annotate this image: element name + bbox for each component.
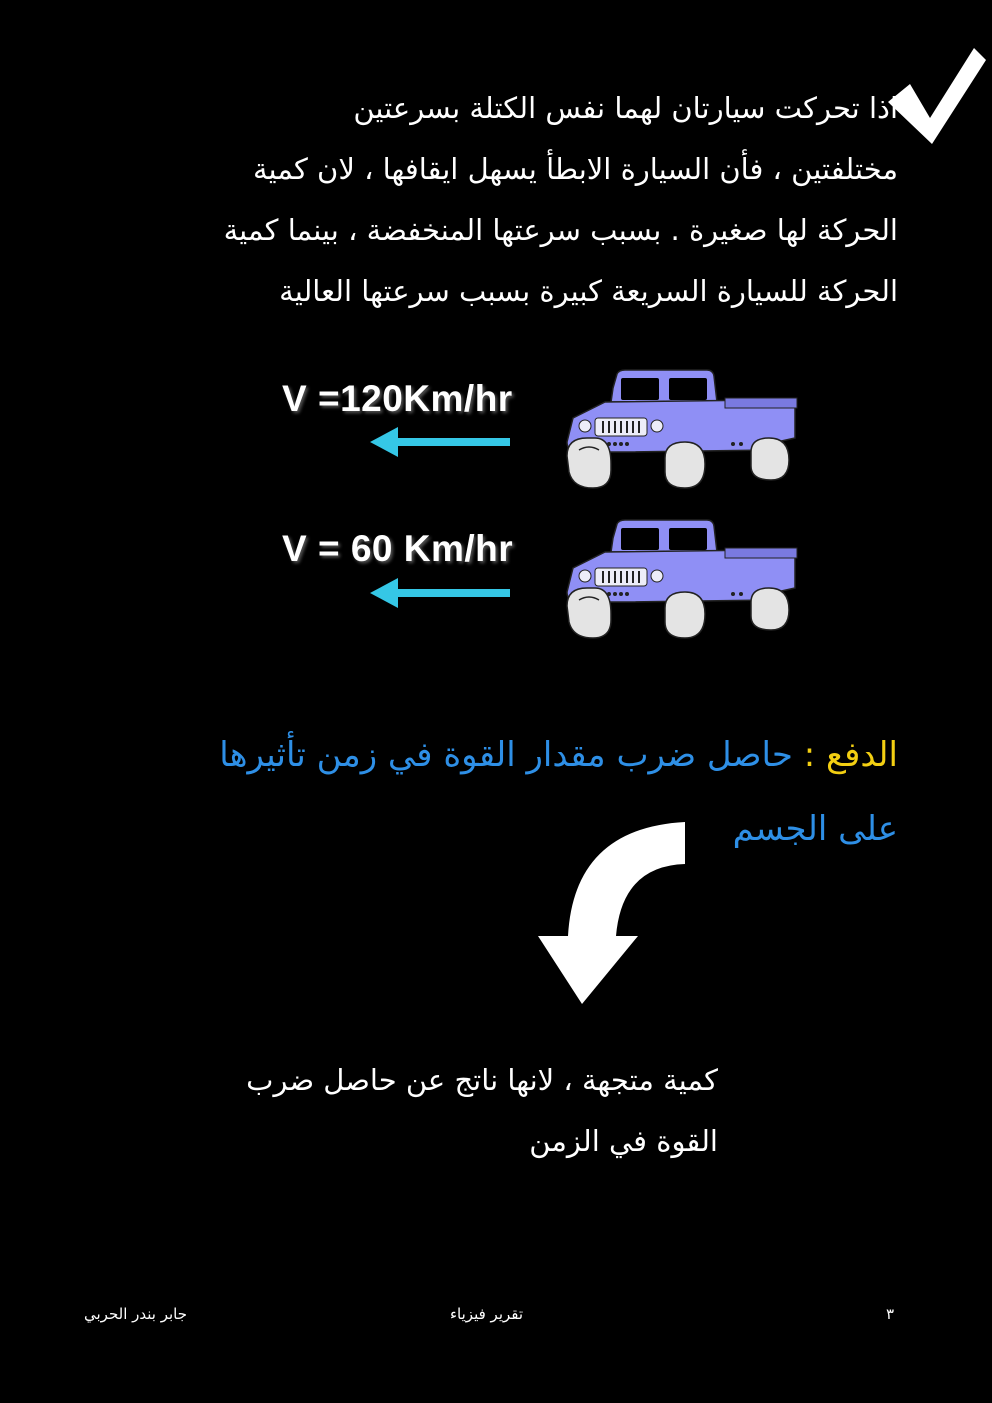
left-arrow-icon <box>370 427 510 457</box>
vector-note <box>150 1050 718 1172</box>
intro-paragraph <box>110 78 898 322</box>
intro-line-3: الحركة لها صغيرة . بسبب سرعتها المنخفضة ، بينما كمية <box>223 213 898 247</box>
impulse-term: الدفع <box>825 735 898 775</box>
intro-line-1: اذا تحركت سيارتان لهما نفس الكتلة بسرعتين <box>353 91 898 125</box>
footer-title: تقرير فيزياء <box>450 1305 524 1323</box>
curved-arrow-down-icon <box>530 812 700 1012</box>
slow-speed-label: V = 60 Km/hr <box>282 528 514 569</box>
truck-icon <box>565 518 805 648</box>
left-arrow-icon <box>370 578 510 608</box>
truck-icon <box>565 368 805 498</box>
footer-author: جابر بندر الحربي <box>84 1305 188 1323</box>
note-line-2: القوة في الزمن <box>529 1124 718 1158</box>
slow-vehicle-row <box>270 518 830 658</box>
note-line-1: كمية متجهة ، لانها ناتج عن حاصل ضرب <box>246 1063 718 1097</box>
impulse-separator: : <box>803 735 816 775</box>
impulse-definition-line2: على الجسم <box>732 809 898 849</box>
intro-line-2: مختلفتين ، فأن السيارة الابطأ يسهل ايقافها ، لان كمية <box>252 152 898 186</box>
impulse-definition-text: حاصل ضرب مقدار القوة في زمن تأثيرها <box>219 735 793 775</box>
footer-page-number: ٣ <box>886 1305 895 1323</box>
impulse-definition <box>110 718 898 866</box>
fast-vehicle-row <box>270 368 830 508</box>
intro-line-4: الحركة للسيارة السريعة كبيرة بسبب سرعتها العالية <box>279 274 898 308</box>
fast-speed-label: V =120Km/hr <box>282 378 513 419</box>
